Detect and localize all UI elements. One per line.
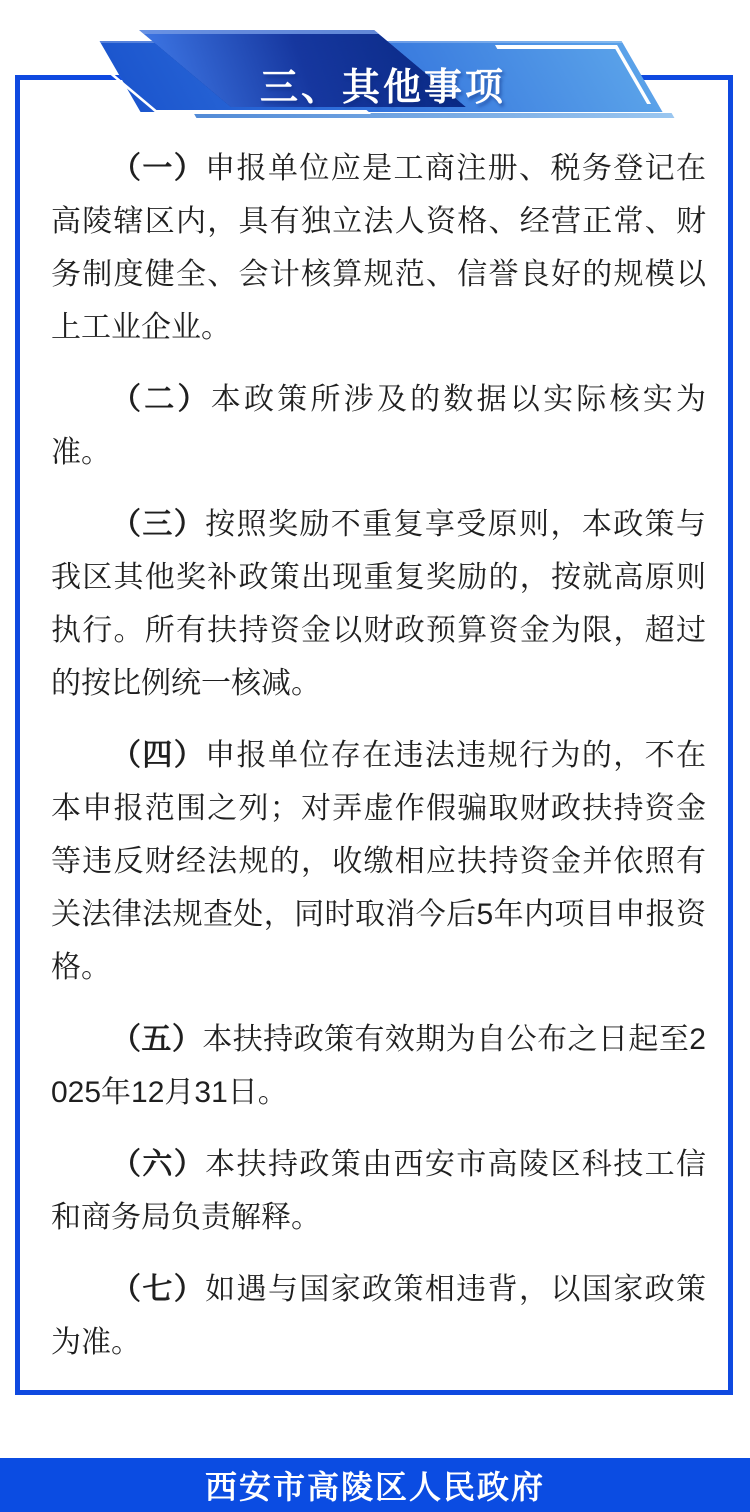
paragraph-1-text: 申报单位应是工商注册、税务登记在高陵辖区内，具有独立法人资格、经营正常、财务制度健全、会计核算规范、信誉良好的规模以上工业企业。 (51, 152, 707, 344)
paragraph-3 (51, 498, 706, 710)
paragraph-7-number: （七） (111, 1273, 206, 1306)
paragraph-2 (51, 373, 706, 479)
paragraph-2-text: 本政策所涉及的数据以实际核实为准。 (51, 383, 707, 469)
paragraph-6 (51, 1138, 706, 1244)
paragraph-1-number: （一） (111, 152, 206, 185)
paragraph-6-text: 本扶持政策由西安市高陵区科技工信和商务局负责解释。 (51, 1148, 707, 1234)
section-banner (0, 0, 750, 145)
paragraph-1 (51, 142, 706, 354)
paragraph-4-text: 申报单位存在违法违规行为的，不在本申报范围之列；对弄虚作假骗取财政扶持资金等违反财经法规的，收缴相应扶持资金并依照有关法律法规查处，同时取消今后5年内项目申报资格。 (51, 739, 707, 984)
content-box (15, 75, 733, 1395)
paragraph-3-text: 按照奖励不重复享受原则，本政策与我区其他奖补政策出现重复奖励的，按就高原则执行。所有扶持资金以财政预算资金为限，超过的按比例统一核减。 (51, 508, 707, 700)
paragraph-7-text: 如遇与国家政策相违背，以国家政策为准。 (51, 1273, 707, 1359)
paragraph-4-number: （四） (111, 739, 206, 772)
paragraph-4 (51, 729, 706, 994)
paragraph-5 (51, 1013, 706, 1119)
paragraph-5-text: 本扶持政策有效期为自公布之日起至2025年12月31日。 (51, 1023, 706, 1109)
footer-title: 西安市高陵区人民政府 (204, 1469, 545, 1505)
paragraph-7 (51, 1263, 706, 1369)
footer-bar (0, 1458, 750, 1512)
paragraph-2-number: （二） (111, 383, 211, 416)
section-title: 三、其他事项 (259, 67, 507, 109)
paragraph-6-number: （六） (111, 1148, 206, 1181)
paragraph-5-number: （五） (111, 1023, 203, 1056)
paragraph-3-number: （三） (111, 508, 206, 541)
